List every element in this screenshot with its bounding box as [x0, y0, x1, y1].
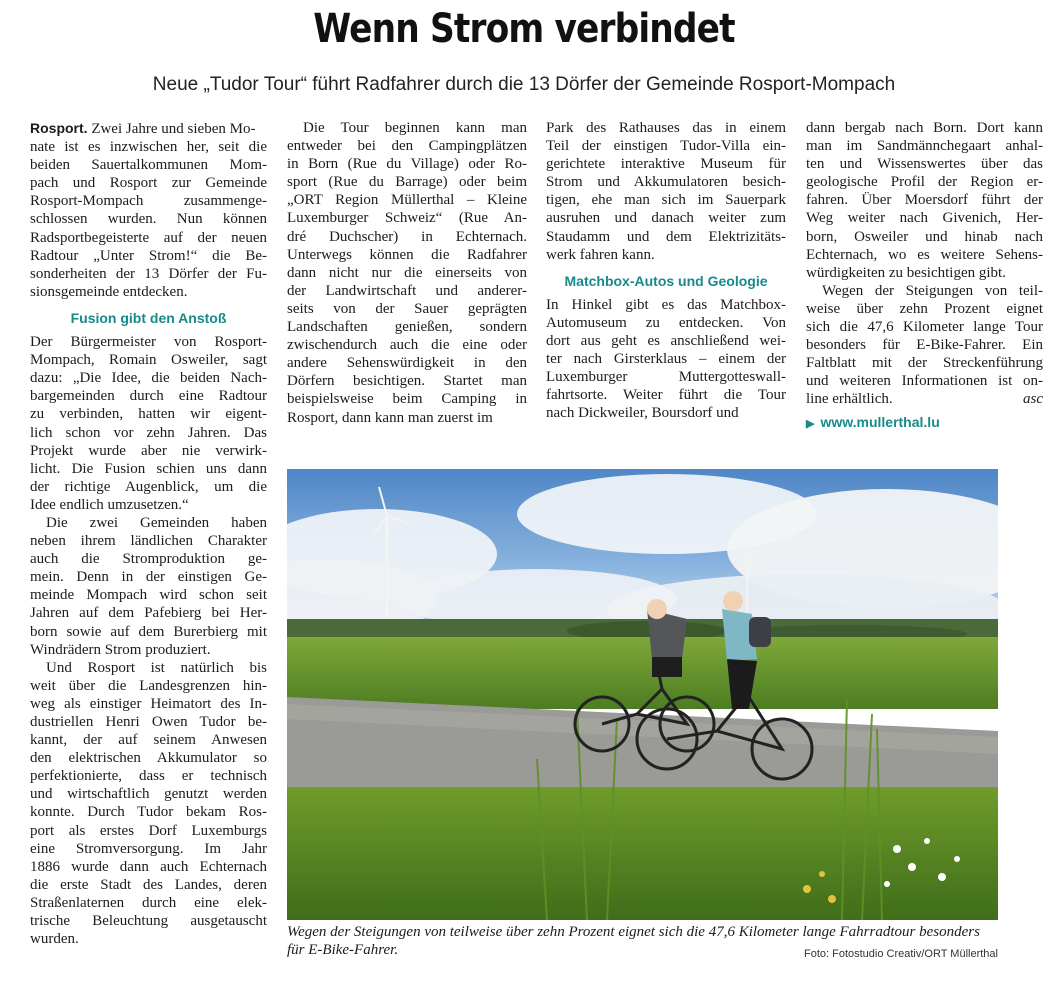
paragraph-born	[806, 119, 1043, 282]
text-line: man im Sandmännchegaart anhal-	[806, 138, 1043, 155]
text-line: Unterwegs können die Radfahrer	[287, 246, 527, 263]
text-line: bargemeinden durch eine Radtour	[30, 388, 267, 405]
text-line: Staudamm und dem Elektrizitäts-	[546, 228, 786, 245]
author-initials: asc	[1023, 391, 1043, 408]
photo-caption: Wegen der Steigungen von teilweise über zehn Prozent eignet sich die 47,6 Kilometer lange Fahrradtour besonders für E-Bike-Fahrer.	[287, 924, 980, 958]
text-line: und wirtschaftlich genutzt werden	[30, 786, 267, 803]
text-line: dort aus geht es anschließend wei-	[546, 333, 786, 350]
text-line: port als erstes Dorf Luxemburgs	[30, 822, 267, 839]
text-line: ten und Wissenswertes über das	[806, 156, 1043, 173]
photo-cyclists	[287, 469, 998, 920]
text-line: nate ist es inzwischen her, seit die	[30, 139, 267, 156]
text-line: Automuseum zu entdecken. Von	[546, 314, 786, 331]
text-line: pach und Rosport zur Gemeinde	[30, 175, 267, 192]
section-heading-matchbox: Matchbox-Autos und Geologie	[564, 272, 768, 289]
text-line: sport (Rue du Barrage) oder beim	[287, 174, 527, 191]
headline: Wenn Strom verbindet	[313, 6, 735, 52]
text-line: dré Duchscher) in Echternach.	[287, 228, 527, 245]
text-line: der richtige Augenblick, um die	[30, 478, 267, 495]
text-line: ter nach Girsterklaus – einem der	[546, 351, 786, 368]
text-line: dann nicht nur die einerseits von	[287, 264, 527, 281]
text-line: sich die 47,6 Kilometer lange Tour	[806, 319, 1043, 336]
text-line: Straßenlaternen durch eine elek-	[30, 894, 267, 911]
paragraph-museum	[546, 119, 786, 264]
text-line: nach Dickweiler, Boursdorf und	[546, 405, 739, 422]
paragraph-ebike	[806, 282, 1043, 409]
text-line: Jahren auf dem Pafebierg bei Her-	[30, 605, 267, 622]
section-heading-fusion: Fusion gibt den Anstoß	[70, 309, 227, 326]
text-line: auch die Stromproduktion ge-	[30, 551, 267, 568]
text-line: Die Tour beginnen kann man	[303, 120, 527, 136]
text-line: Idee endlich umzusetzen.“	[30, 496, 189, 513]
column-4	[806, 119, 1043, 433]
text-line-content: Zwei Jahre und sieben Mo-	[87, 121, 256, 137]
paragraph-tudor	[30, 659, 267, 949]
text-line: Echternach, wo es weitere Sehens-	[806, 246, 1043, 263]
text-line: Teil der einstigen Tudor-Villa ein-	[546, 138, 786, 155]
text-line: Mompach, Romain Osweiler, sagt	[30, 352, 267, 369]
text-line: „ORT Region Müllerthal – Kleine	[287, 192, 527, 209]
text-line: Park des Rathauses das in einem	[546, 120, 786, 136]
text-line: zwischendurch auch die eine oder	[287, 337, 527, 354]
text-line: neben ihrem ländlichen Charakter	[30, 533, 267, 550]
text-line: perfektionierte, dass er technisch	[30, 768, 267, 785]
text-line: trische Beleuchtung ausgetauscht	[30, 913, 267, 930]
text-line: beiden Sauertalkommunen Mom-	[30, 157, 267, 174]
paragraph-mayor	[30, 333, 267, 514]
text-line: dazu: „Die Idee, die beiden Nach-	[30, 370, 267, 387]
text-line: den elektrischen Akkumulator so	[30, 750, 267, 767]
text-line: Und Rosport ist natürlich bis	[46, 659, 267, 676]
text-line: ausruhen und danach weiter zum	[546, 210, 786, 227]
text-line: sionsgemeinde entdecken.	[30, 283, 188, 300]
text-line: geologische Profil der Region er-	[806, 174, 1043, 191]
text-line: Die zwei Gemeinden haben	[46, 514, 267, 531]
text-line: Dörfern besichtigen. Startet man	[287, 373, 527, 390]
text-line: Luxemburger Muttergotteswall-	[546, 369, 786, 386]
text-line: zu verbinden, hatten wir eigent-	[30, 406, 267, 423]
text-line: fahren. Über Moersdorf führt der	[806, 192, 1043, 209]
text-line: In Hinkel gibt es das Matchbox-	[546, 296, 786, 313]
text-line: Radsportbegeisterte auf der neuen	[30, 229, 267, 246]
text-line: tigen, ehe man sich im Sauerpark	[546, 192, 786, 209]
text-line: eine Stromversorgung. Im Jahr	[30, 840, 267, 857]
text-line: 1886 wurde dann auch Echternach	[30, 858, 267, 875]
text-line: Projekt wurde aber nie verwirk-	[30, 442, 267, 459]
text-line: Windrädern Strom produziert.	[30, 641, 211, 658]
text-line: Rosport-Mompach zusammenge-	[30, 193, 267, 210]
text-line: Luxemburger Schweiz“ (Rue An-	[287, 210, 527, 227]
text-line: Wegen der Steigungen von teil-	[822, 282, 1043, 299]
text-line: Weg weiter nach Givenich, Her-	[806, 210, 1043, 227]
text-line: lich schon vor zehn Jahren. Das	[30, 424, 267, 441]
text-line: schlossen wurden. Nun können	[30, 211, 267, 228]
website-link[interactable]	[806, 413, 1043, 433]
text-line: entweder bei den Campingplätzen	[287, 138, 527, 155]
text-line: fahrtsorte. Weiter führt die Tour	[546, 387, 786, 404]
text-line: Rosport, dann kann man zuerst im	[287, 409, 493, 426]
text-line: besonders für E-Bike-Fahrer. Ein	[806, 337, 1043, 354]
paragraph-tour-start	[287, 119, 527, 427]
text-line: werk fahren kann.	[546, 246, 655, 263]
text-line: beispielsweise beim Camping in	[287, 391, 527, 408]
text-line: andere Sehenswürdigkeit in den	[287, 355, 527, 372]
text-line: in Born (Rue du Village) oder Ro-	[287, 156, 527, 173]
text-line: weg als einstiger Heimatort des In-	[30, 695, 267, 712]
text-line: und weiteren Informationen ist on-	[806, 373, 1043, 390]
text-line: der Landwirtschaft und anderer-	[287, 282, 527, 299]
text-line: Landschaften genießen, sondern	[287, 319, 527, 336]
text-line: line erhältlich. asc	[806, 391, 1043, 408]
text-line	[30, 119, 267, 138]
text-line: dann bergab nach Born. Dort kann	[806, 120, 1043, 136]
text-line: dustriellen Henri Owen Tudor be-	[30, 714, 267, 730]
text-line: licht. Die Fusion schien uns dann	[30, 460, 267, 477]
dateline: Rosport.	[30, 120, 88, 136]
column-2	[287, 119, 527, 427]
text-line: gerichtete interaktive Museum für	[546, 156, 786, 173]
text-line: wurden.	[30, 931, 79, 948]
arrow-right-icon: ▶	[806, 417, 815, 430]
text-line: meinde Mompach wird schon seit	[30, 587, 267, 604]
paragraph-intro	[30, 119, 267, 301]
text-line: konnte. Durch Tudor bekam Ros-	[30, 804, 267, 821]
photo-credit: Foto: Fotostudio Creativ/ORT Müllerthal	[803, 948, 998, 960]
text-line: sonderheiten der 13 Dörfer der Fu-	[30, 265, 267, 282]
text-line: born, Osweiler und hinab nach	[806, 228, 1043, 245]
text-line: würdigkeiten zu besichtigen gibt.	[806, 264, 1006, 281]
text-line: Strom und Akkumulatoren besich-	[546, 174, 786, 191]
text-line: weise über zehn Prozent eignet	[806, 300, 1043, 317]
text-line: kannt, der auf seinem Anwesen	[30, 732, 267, 749]
text-line: Radtour „Unter Strom!“ die Be-	[30, 247, 267, 264]
text-line: mein. Denn in der einstigen Ge-	[30, 569, 267, 586]
paragraph-stromproduktion	[30, 514, 267, 659]
text-line: born sowie auf dem Burerbierg mit	[30, 623, 267, 640]
website-link-text[interactable]: www.mullerthal.lu	[820, 413, 940, 430]
text-line: seits von der Sauer geprägten	[287, 300, 527, 317]
column-3	[546, 119, 786, 423]
text-line: Der Bürgermeister von Rosport-	[30, 334, 267, 351]
text-line: die erste Stadt des Landes, deren	[30, 876, 267, 893]
text-line: weit über die Landesgrenzen hin-	[30, 677, 267, 694]
column-1	[30, 119, 267, 948]
paragraph-hinkel	[546, 296, 786, 423]
subheadline: Neue „Tudor Tour“ führt Radfahrer durch die 13 Dörfer der Gemeinde Rosport-Mompach	[152, 74, 896, 95]
text-line: Faltblatt mit der Streckenführung	[806, 355, 1043, 372]
